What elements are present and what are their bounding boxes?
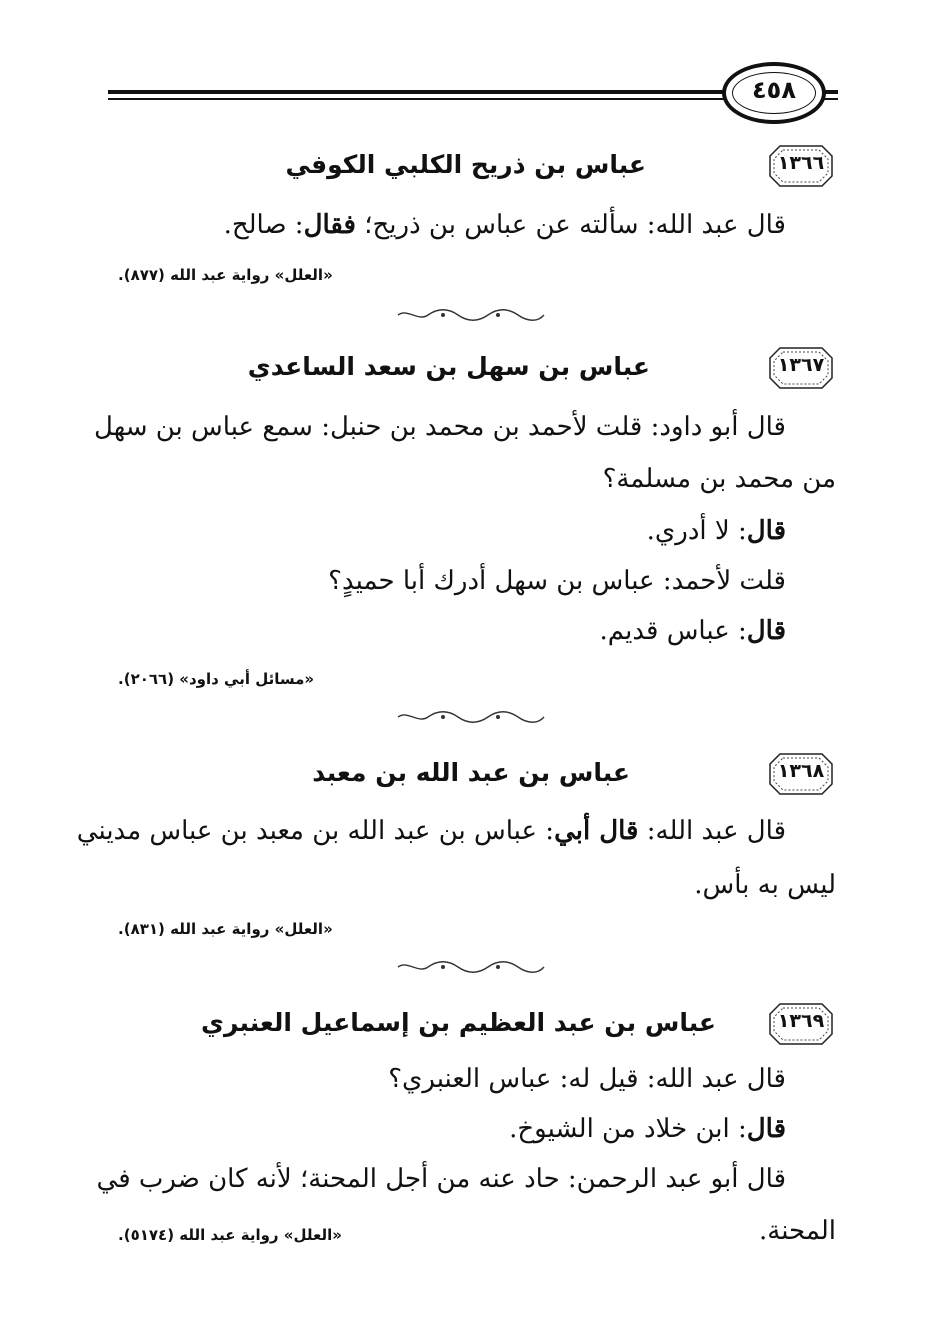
entry-text-line: من محمد بن مسلمة؟ xyxy=(602,464,836,494)
page-number: ٤٥٨ xyxy=(752,76,796,104)
entry-text-line: قال عبد الله: قيل له: عباس العنبري؟ xyxy=(388,1064,786,1094)
entry-text-line: قال أبو داود: قلت لأحمد بن محمد بن حنبل: سمع عباس بن سهل xyxy=(94,412,786,442)
text-segment: : صالح. xyxy=(223,210,304,240)
speaker-label: قال xyxy=(746,1114,786,1144)
speaker-label: قال xyxy=(746,516,786,546)
entry-text-line xyxy=(647,516,786,546)
entry-text-line xyxy=(224,210,786,240)
entry-text-line: المحنة. xyxy=(758,1216,836,1246)
header-rule-thin xyxy=(108,98,724,100)
entry-text-line: ليس به بأس. xyxy=(694,870,836,900)
entry-title: عباس بن سهل بن سعد الساعدي xyxy=(247,352,650,381)
header-rule-right-thick xyxy=(824,90,838,94)
entry-number-badge xyxy=(768,1002,834,1046)
vine-divider-ornament-icon xyxy=(396,710,546,724)
entry-number: ١٣٦٧ xyxy=(777,354,825,376)
entry-title: عباس بن عبد العظيم بن إسماعيل العنبري xyxy=(201,1008,716,1037)
text-segment: : ابن خلاد من الشيوخ. xyxy=(509,1114,747,1144)
text-segment: : عباس بن عبد الله بن معبد بن عباس مديني xyxy=(76,816,555,846)
entry-number-badge xyxy=(768,752,834,796)
text-segment: : عباس قديم. xyxy=(599,616,747,646)
entry-number: ١٣٦٦ xyxy=(777,152,825,174)
speaker-label: قال أبي xyxy=(554,816,639,846)
text-segment: : لا أدري. xyxy=(646,516,747,546)
source-citation: «العلل» رواية عبد الله (٥١٧٤). xyxy=(118,1226,342,1244)
entry-number-badge xyxy=(768,346,834,390)
entry-title: عباس بن ذريح الكلبي الكوفي xyxy=(285,150,646,179)
page-number-frame xyxy=(722,62,826,124)
source-citation: «مسائل أبي داود» (٢٠٦٦). xyxy=(118,670,315,688)
source-citation: «العلل» رواية عبد الله (٨٧٧). xyxy=(118,266,333,284)
entry-number: ١٣٦٨ xyxy=(777,760,825,782)
text-segment: قال عبد الله: سألته عن عباس بن ذريح؛ xyxy=(355,210,786,240)
vine-divider-ornament-icon xyxy=(396,960,546,974)
entry-number: ١٣٦٩ xyxy=(777,1010,825,1032)
header-rule-right-thin xyxy=(824,98,838,100)
entry-text-line xyxy=(600,616,786,646)
text-segment: قال عبد الله: xyxy=(638,816,786,846)
vine-divider-ornament-icon xyxy=(396,308,546,322)
speaker-label: فقال xyxy=(303,210,356,240)
entry-text-line xyxy=(76,816,786,846)
entry-number-badge xyxy=(768,144,834,188)
entry-text-line: قلت لأحمد: عباس بن سهل أدرك أبا حميدٍ؟ xyxy=(328,566,786,596)
entry-text-line xyxy=(509,1114,786,1144)
source-citation: «العلل» رواية عبد الله (٨٣١). xyxy=(118,920,333,938)
speaker-label: قال xyxy=(746,616,786,646)
entry-text-line: قال أبو عبد الرحمن: حاد عنه من أجل المحنة؛ لأنه كان ضرب في xyxy=(96,1164,786,1194)
header-rule-thick xyxy=(108,90,724,94)
entry-title: عباس بن عبد الله بن معبد xyxy=(312,758,630,787)
